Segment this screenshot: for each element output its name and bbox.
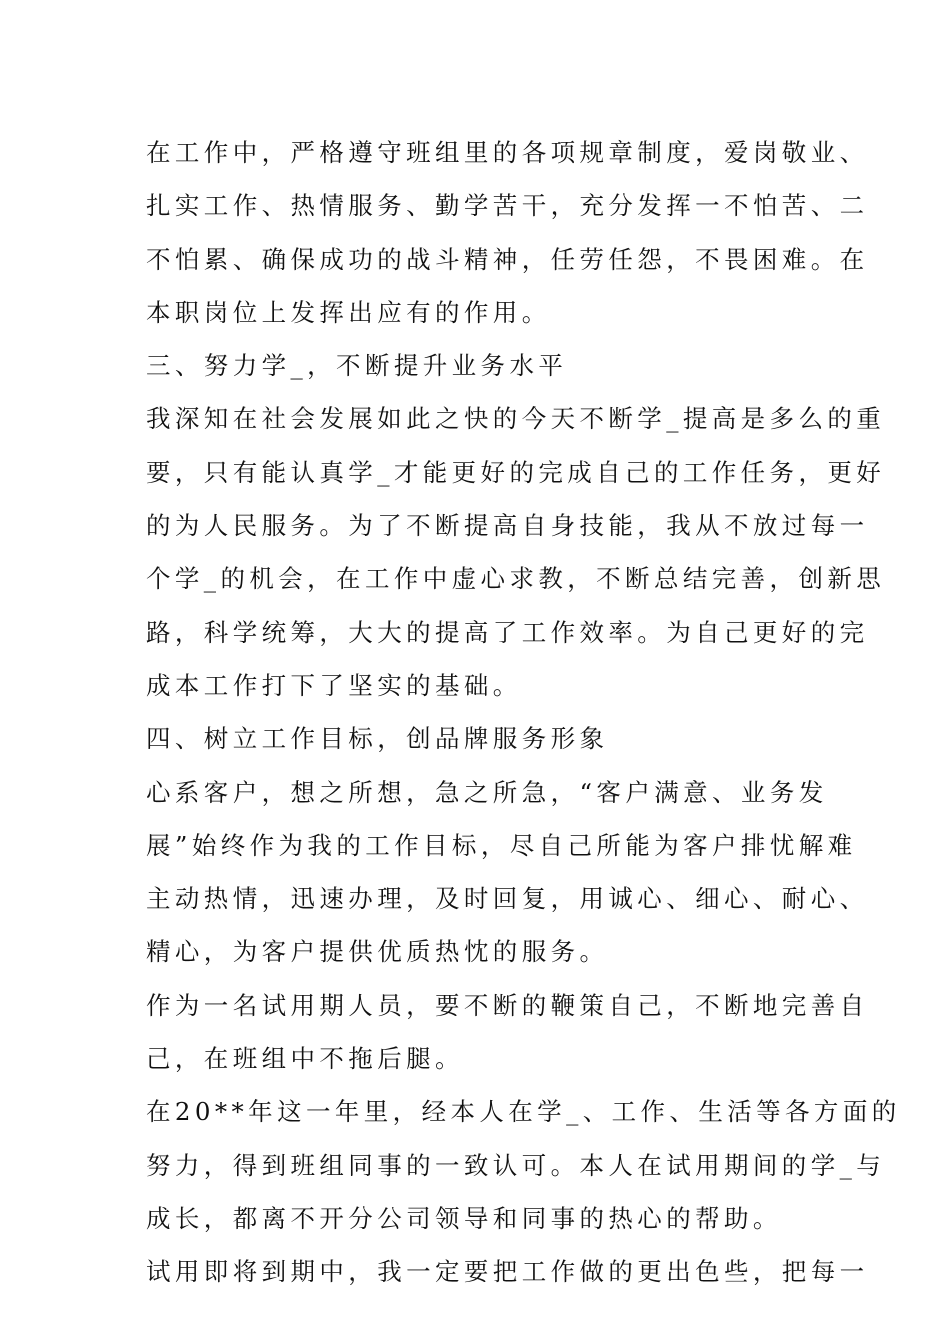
- body-line: 的为人民服务。为了不断提高自身技能，我从不放过每一: [146, 511, 869, 541]
- body-line: 我深知在社会发展如此之快的今天不断学_提高是多么的重: [146, 404, 886, 434]
- body-line: 心系客户，想之所想，急之所急，“客户满意、业务发: [146, 777, 828, 807]
- section-heading: 四、树立工作目标，创品牌服务形象: [146, 724, 609, 754]
- section-heading: 三、努力学_，不断提升业务水平: [146, 351, 568, 381]
- body-line: 展”始终作为我的工作目标，尽自己所能为客户排忧解难: [146, 830, 857, 860]
- body-line: 扎实工作、热情服务、勤学苦干，充分发挥一不怕苦、二: [146, 191, 869, 221]
- body-line: 路，科学统筹，大大的提高了工作效率。为自己更好的完: [146, 617, 869, 647]
- body-line: 在20**年这一年里，经本人在学_、工作、生活等各方面的: [146, 1097, 901, 1127]
- body-line: 作为一名试用期人员，要不断的鞭策自己，不断地完善自: [146, 990, 869, 1020]
- document-body: [146, 126, 901, 1299]
- body-line: 个学_的机会，在工作中虚心求教，不断总结完善，创新思: [146, 564, 886, 594]
- body-line: 试用即将到期中，我一定要把工作做的更出色些，把每一: [146, 1257, 869, 1287]
- body-line: 成长，都离不开分公司领导和同事的热心的帮助。: [146, 1203, 782, 1233]
- body-line: 主动热情，迅速办理，及时回复，用诚心、细心、耐心、: [146, 884, 869, 914]
- body-line: 不怕累、确保成功的战斗精神，任劳任怨，不畏困难。在: [146, 244, 869, 274]
- body-line: 成本工作打下了坚实的基础。: [146, 670, 522, 700]
- body-line: 努力，得到班组同事的一致认可。本人在试用期间的学_与: [146, 1150, 886, 1180]
- body-line: 在工作中，严格遵守班组里的各项规章制度，爱岗敬业、: [146, 138, 869, 167]
- body-line: 本职岗位上发挥出应有的作用。: [146, 297, 551, 327]
- body-line: 己，在班组中不拖后腿。: [146, 1044, 464, 1074]
- body-line: 要，只有能认真学_才能更好的完成自己的工作任务，更好: [146, 457, 886, 487]
- body-line: 精心，为客户提供优质热忱的服务。: [146, 937, 609, 967]
